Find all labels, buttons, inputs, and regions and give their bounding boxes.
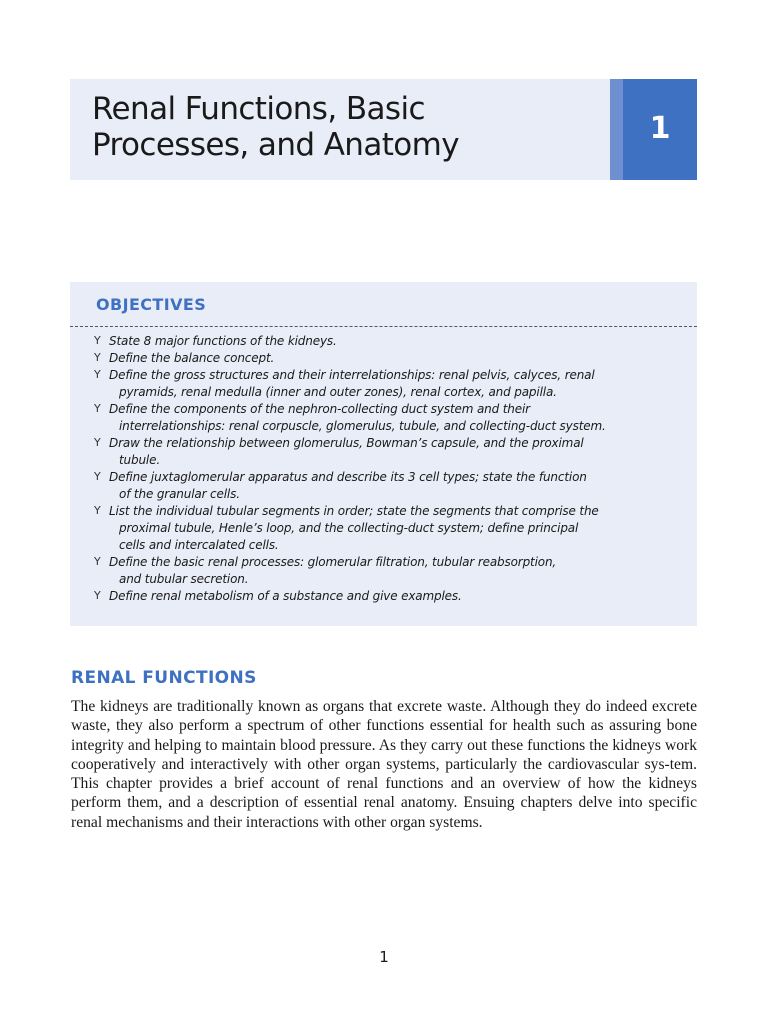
objectives-list xyxy=(94,333,689,605)
chapter-header xyxy=(70,79,697,180)
objective-text: Define the components of the nephron-collecting duct system and their xyxy=(109,402,530,417)
objective-text: proximal tubule, Henle’s loop, and the collecting-duct system; define principal xyxy=(119,521,579,536)
objective-item xyxy=(94,350,689,367)
objective-text: List the individual tubular segments in order; state the segments that comprise the xyxy=(109,504,599,519)
objectives-heading: OBJECTIVES xyxy=(96,295,207,314)
bullet-icon: Y xyxy=(94,334,101,347)
objective-text: Define renal metabolism of a substance and give examples. xyxy=(109,589,462,604)
objectives-box xyxy=(70,282,697,626)
objective-item xyxy=(94,588,689,605)
objective-text: of the granular cells. xyxy=(119,487,240,502)
objective-text: tubule. xyxy=(119,453,161,468)
objective-item xyxy=(94,401,689,435)
bullet-icon: Y xyxy=(94,589,101,603)
objective-text: cells and intercalated cells. xyxy=(119,537,279,552)
bullet-icon: Y xyxy=(94,555,101,569)
bullet-icon: Y xyxy=(94,368,101,382)
objective-item xyxy=(94,333,689,350)
objective-text: Define juxtaglomerular apparatus and describe its 3 cell types; state the function xyxy=(109,470,587,485)
objective-text: interrelationships: renal corpuscle, glomerulus, tubule, and collecting-duct system. xyxy=(119,419,606,434)
objectives-divider xyxy=(70,326,697,327)
objective-text: Define the balance concept. xyxy=(109,351,275,366)
bullet-icon: Y xyxy=(94,504,101,518)
objective-item xyxy=(94,503,689,553)
objective-text: and tubular secretion. xyxy=(119,571,249,586)
bullet-icon: Y xyxy=(94,351,101,365)
chapter-title xyxy=(92,91,592,163)
chapter-number: 1 xyxy=(649,111,671,146)
objective-text: Define the basic renal processes: glomerular filtration, tubular reabsorption, xyxy=(109,555,557,570)
bullet-icon: Y xyxy=(94,470,101,484)
objective-item xyxy=(94,554,689,588)
objective-text: pyramids, renal medulla (inner and outer zones), renal cortex, and papilla. xyxy=(119,385,557,400)
chapter-number-box xyxy=(623,79,697,180)
chapter-title-line-2: Processes, and Anatomy xyxy=(92,127,460,163)
objective-item xyxy=(94,435,689,469)
objective-text: Define the gross structures and their interrelationships: renal pelvis, calyces, renal xyxy=(109,368,595,383)
section-heading: RENAL FUNCTIONS xyxy=(71,668,257,688)
chapter-title-line-1: Renal Functions, Basic xyxy=(92,91,425,127)
bullet-icon: Y xyxy=(94,402,101,416)
page-number: 1 xyxy=(379,948,389,966)
objective-text: Draw the relationship between glomerulus, Bowman’s capsule, and the proximal xyxy=(109,436,584,451)
bullet-icon: Y xyxy=(94,436,101,450)
chapter-accent-stripe xyxy=(610,79,623,180)
objective-text: State 8 major functions of the kidneys. xyxy=(109,334,337,348)
objective-item xyxy=(94,367,689,401)
objective-item xyxy=(94,469,689,503)
body-paragraph: The kidneys are traditionally known as organs that excrete waste. Although they do indeed excrete waste, they also perform a spectrum of other functions essential for health such as assuring bone integrity and helping to maintain blood pressure. As they carry out these functions the kidneys work cooperatively and interactively with other organ systems, particularly the cardiovascular sys-tem. This chapter provides a brief account of renal functions and an overview of how the kidneys perform them, and a description of essential renal anatomy. Ensuing chapters delve into specific renal mechanisms and their interactions with other organ systems. xyxy=(71,698,697,831)
